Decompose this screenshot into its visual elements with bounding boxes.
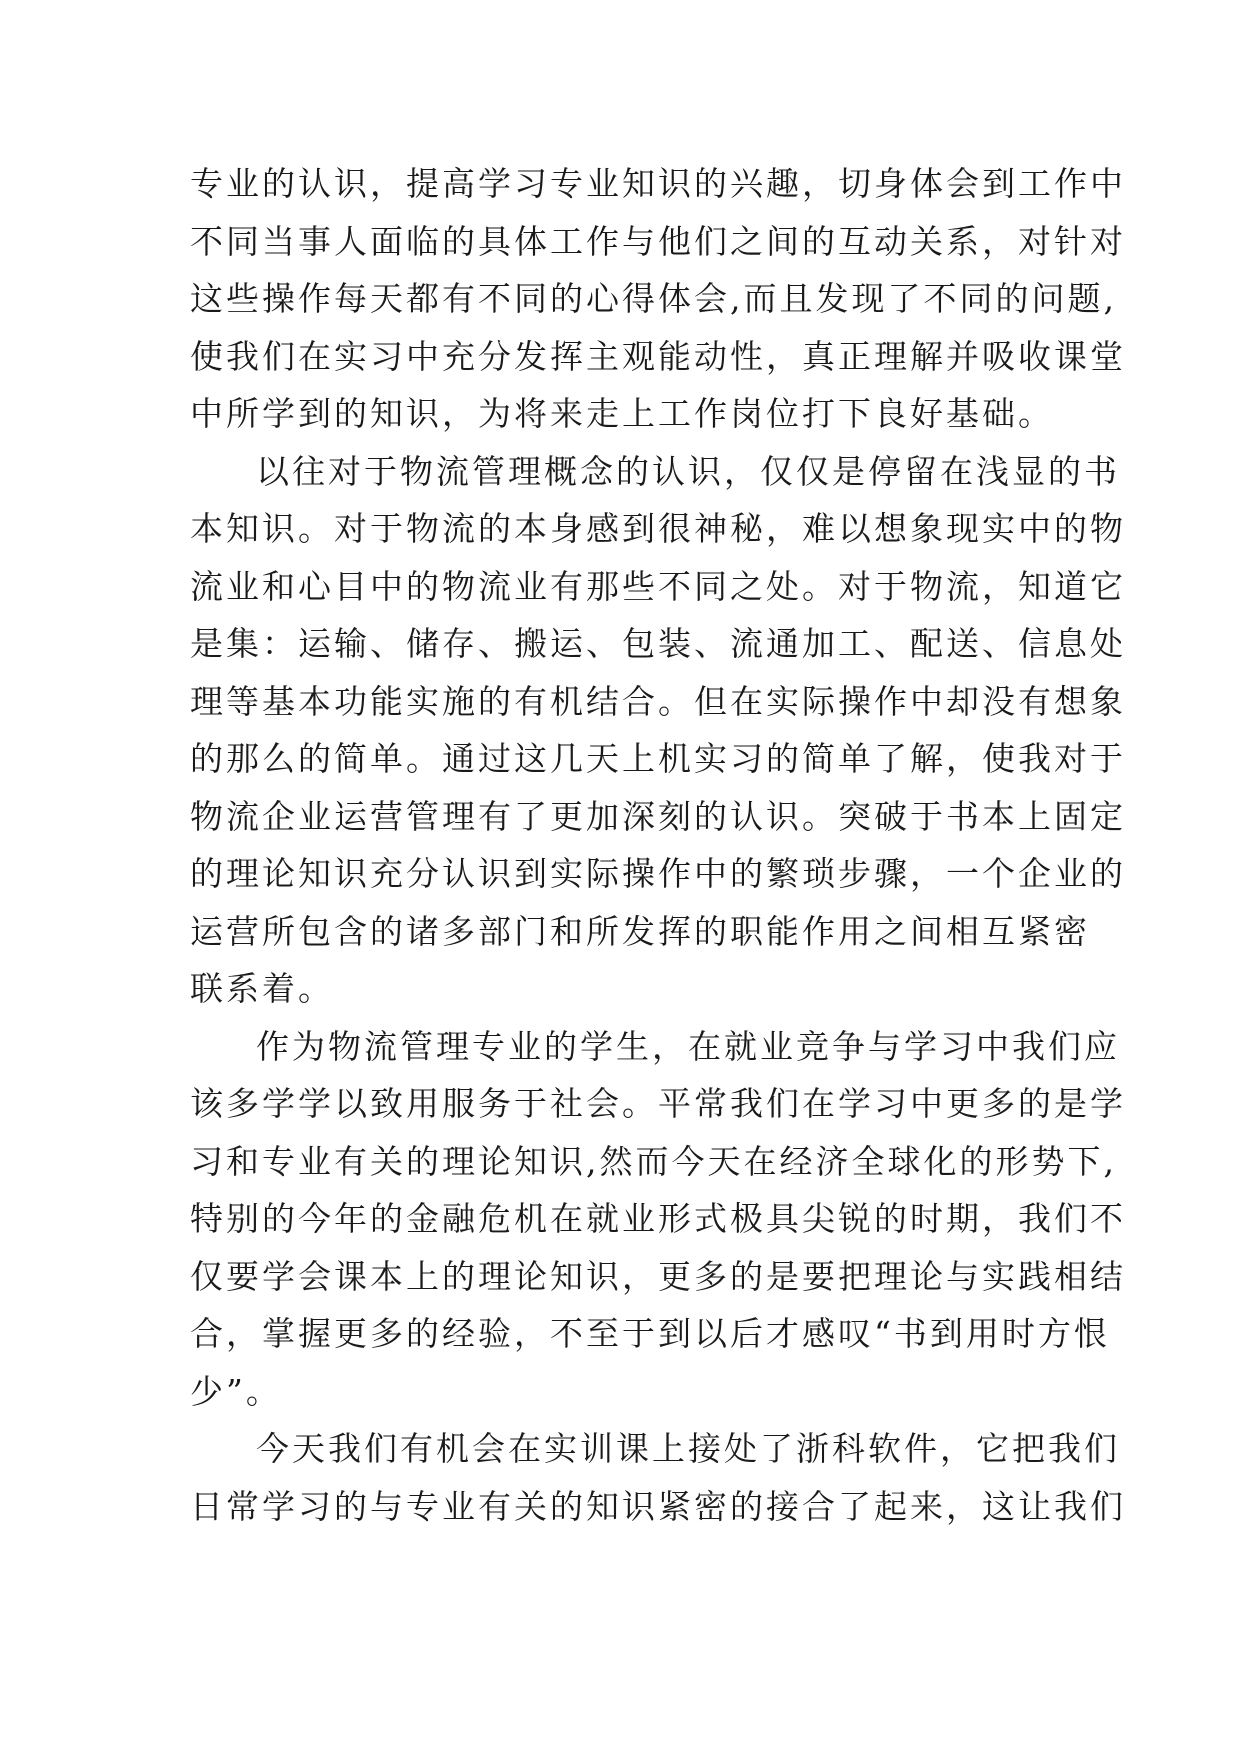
text-line: 日常学习的与专业有关的知识紧密的接合了起来，这让我们 xyxy=(190,1486,1126,1526)
paragraph-start-line: 作为物流管理专业的学生，在就业竞争与学习中我们应 xyxy=(256,1026,1120,1066)
text-line: 习和专业有关的理论知识,然而今天在经济全球化的形势下, xyxy=(190,1141,1117,1181)
text-line: 本知识。对于物流的本身感到很神秘，难以想象现实中的物 xyxy=(190,509,1126,548)
paragraph-start-line: 今天我们有机会在实训课上接处了浙科软件，它把我们 xyxy=(256,1429,1120,1468)
text-line: 运营所包含的诸多部门和所发挥的职能作用之间相互紧密 xyxy=(190,911,1090,951)
text-line: 的那么的简单。通过这几天上机实习的简单了解，使我对于 xyxy=(190,739,1126,778)
text-line: 该多学学以致用服务于社会。平常我们在学习中更多的是学 xyxy=(190,1084,1126,1123)
text-line: 是集：运输、储存、搬运、包装、流通加工、配送、信息处 xyxy=(190,624,1126,663)
text-line: 的理论知识充分认识到实际操作中的繁琐步骤，一个企业的 xyxy=(190,854,1126,893)
text-line: 物流企业运营管理有了更加深刻的认识。突破于书本上固定 xyxy=(190,796,1126,836)
text-line: 联系着。 xyxy=(190,969,334,1008)
text-line: 特别的今年的金融危机在就业形式极具尖锐的时期，我们不 xyxy=(190,1199,1126,1238)
text-line: 合，掌握更多的经验，不至于到以后才感叹“书到用时方恨 xyxy=(190,1314,1110,1353)
text-line: 专业的认识，提高学习专业知识的兴趣，切身体会到工作中 xyxy=(190,164,1126,203)
text-line: 中所学到的知识，为将来走上工作岗位打下良好基础。 xyxy=(190,394,1054,433)
text-line: 少”。 xyxy=(190,1371,282,1411)
text-line: 不同当事人面临的具体工作与他们之间的互动关系，对针对 xyxy=(190,221,1126,261)
text-line: 理等基本功能实施的有机结合。但在实际操作中却没有想象 xyxy=(190,681,1126,721)
text-line: 仅要学会课本上的理论知识，更多的是要把理论与实践相结 xyxy=(190,1256,1126,1296)
text-line: 使我们在实习中充分发挥主观能动性，真正理解并吸收课堂 xyxy=(190,336,1126,376)
text-line: 这些操作每天都有不同的心得体会,而且发现了不同的问题, xyxy=(190,279,1117,318)
body-text xyxy=(190,155,1126,1535)
text-line: 流业和心目中的物流业有那些不同之处。对于物流，知道它 xyxy=(190,566,1126,606)
paragraph-start-line: 以往对于物流管理概念的认识，仅仅是停留在浅显的书 xyxy=(256,451,1120,491)
